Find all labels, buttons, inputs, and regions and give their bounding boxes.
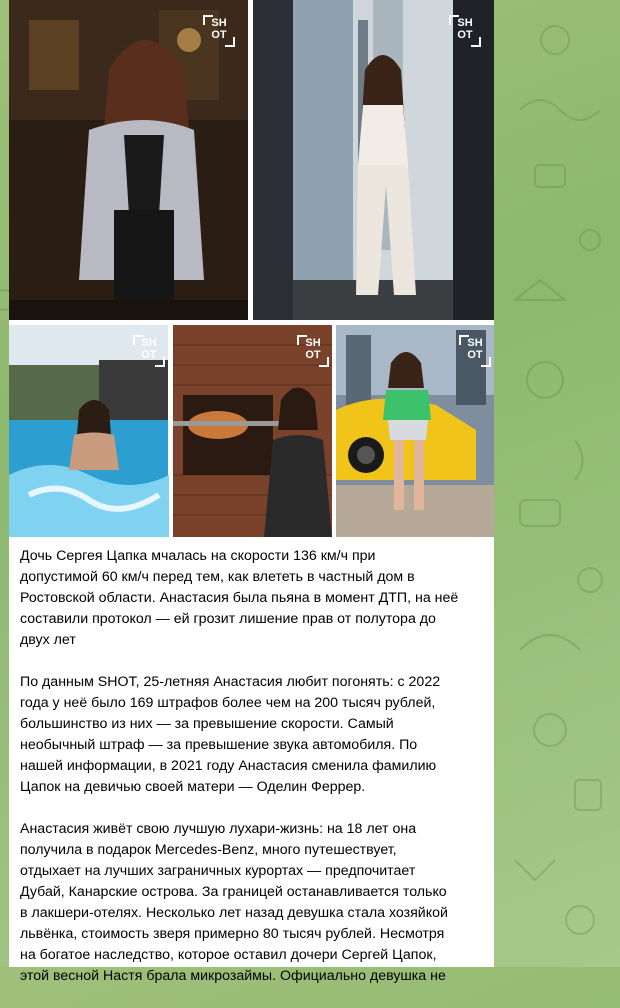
- photo-1[interactable]: [9, 0, 248, 320]
- shot-logo-icon: SH OT: [297, 335, 329, 367]
- shot-logo-icon: SH OT: [449, 15, 481, 47]
- shot-logo-icon: SH OT: [203, 15, 235, 47]
- photo-2[interactable]: [253, 0, 494, 320]
- shot-logo-icon: SH OT: [459, 335, 491, 367]
- message-text: [20, 546, 485, 1008]
- photo-2-image: [253, 0, 494, 320]
- photo-5[interactable]: [336, 325, 494, 537]
- photo-4[interactable]: [173, 325, 332, 537]
- photo-3[interactable]: [9, 325, 168, 537]
- shot-logo-icon: SH OT: [133, 335, 165, 367]
- photo-1-image: [9, 0, 248, 320]
- paragraph: Дочь Сергея Цапка мчалась на скорости 136 км/ч при допустимой 60 км/ч перед тем, как влететь в частный дом в Ростовской области. Анастасия была пьяна в момент ДТП, на неё составили протокол — ей грозит лишение прав от полутора до двух лет: [20, 548, 459, 648]
- paragraph: Анастасия живёт свою лучшую лухари-жизнь: на 18 лет она получила в подарок Mercedes-Benz, много путешествует, отдыхает на лучших заграничных курортах — предпочитает Дубай, Канарские острова. За границей останавливается только в лакшери-отелях. Несколько лет назад девушка стала хозяйкой львёнка, стоимость зверя примерно 80 тысяч рублей. Несмотря на богатое наследство, которое оставил дочери Сергей Цапок, этой весной Настя брала микрозаймы. Официально девушка не: [20, 821, 448, 984]
- message-bubble: [9, 0, 494, 984]
- paragraph: По данным SHOT, 25-летняя Анастасия любит погонять: с 2022 года у неё было 169 штрафов более чем на 200 тысяч рублей, большинство из них — за превышение скорости. Самый необычный штраф — за превышение звука автомобиля. По нашей информации, в 2021 году Анастасия сменила фамилию Цапок на девичью своей матери — Оделин Феррер.: [20, 674, 441, 795]
